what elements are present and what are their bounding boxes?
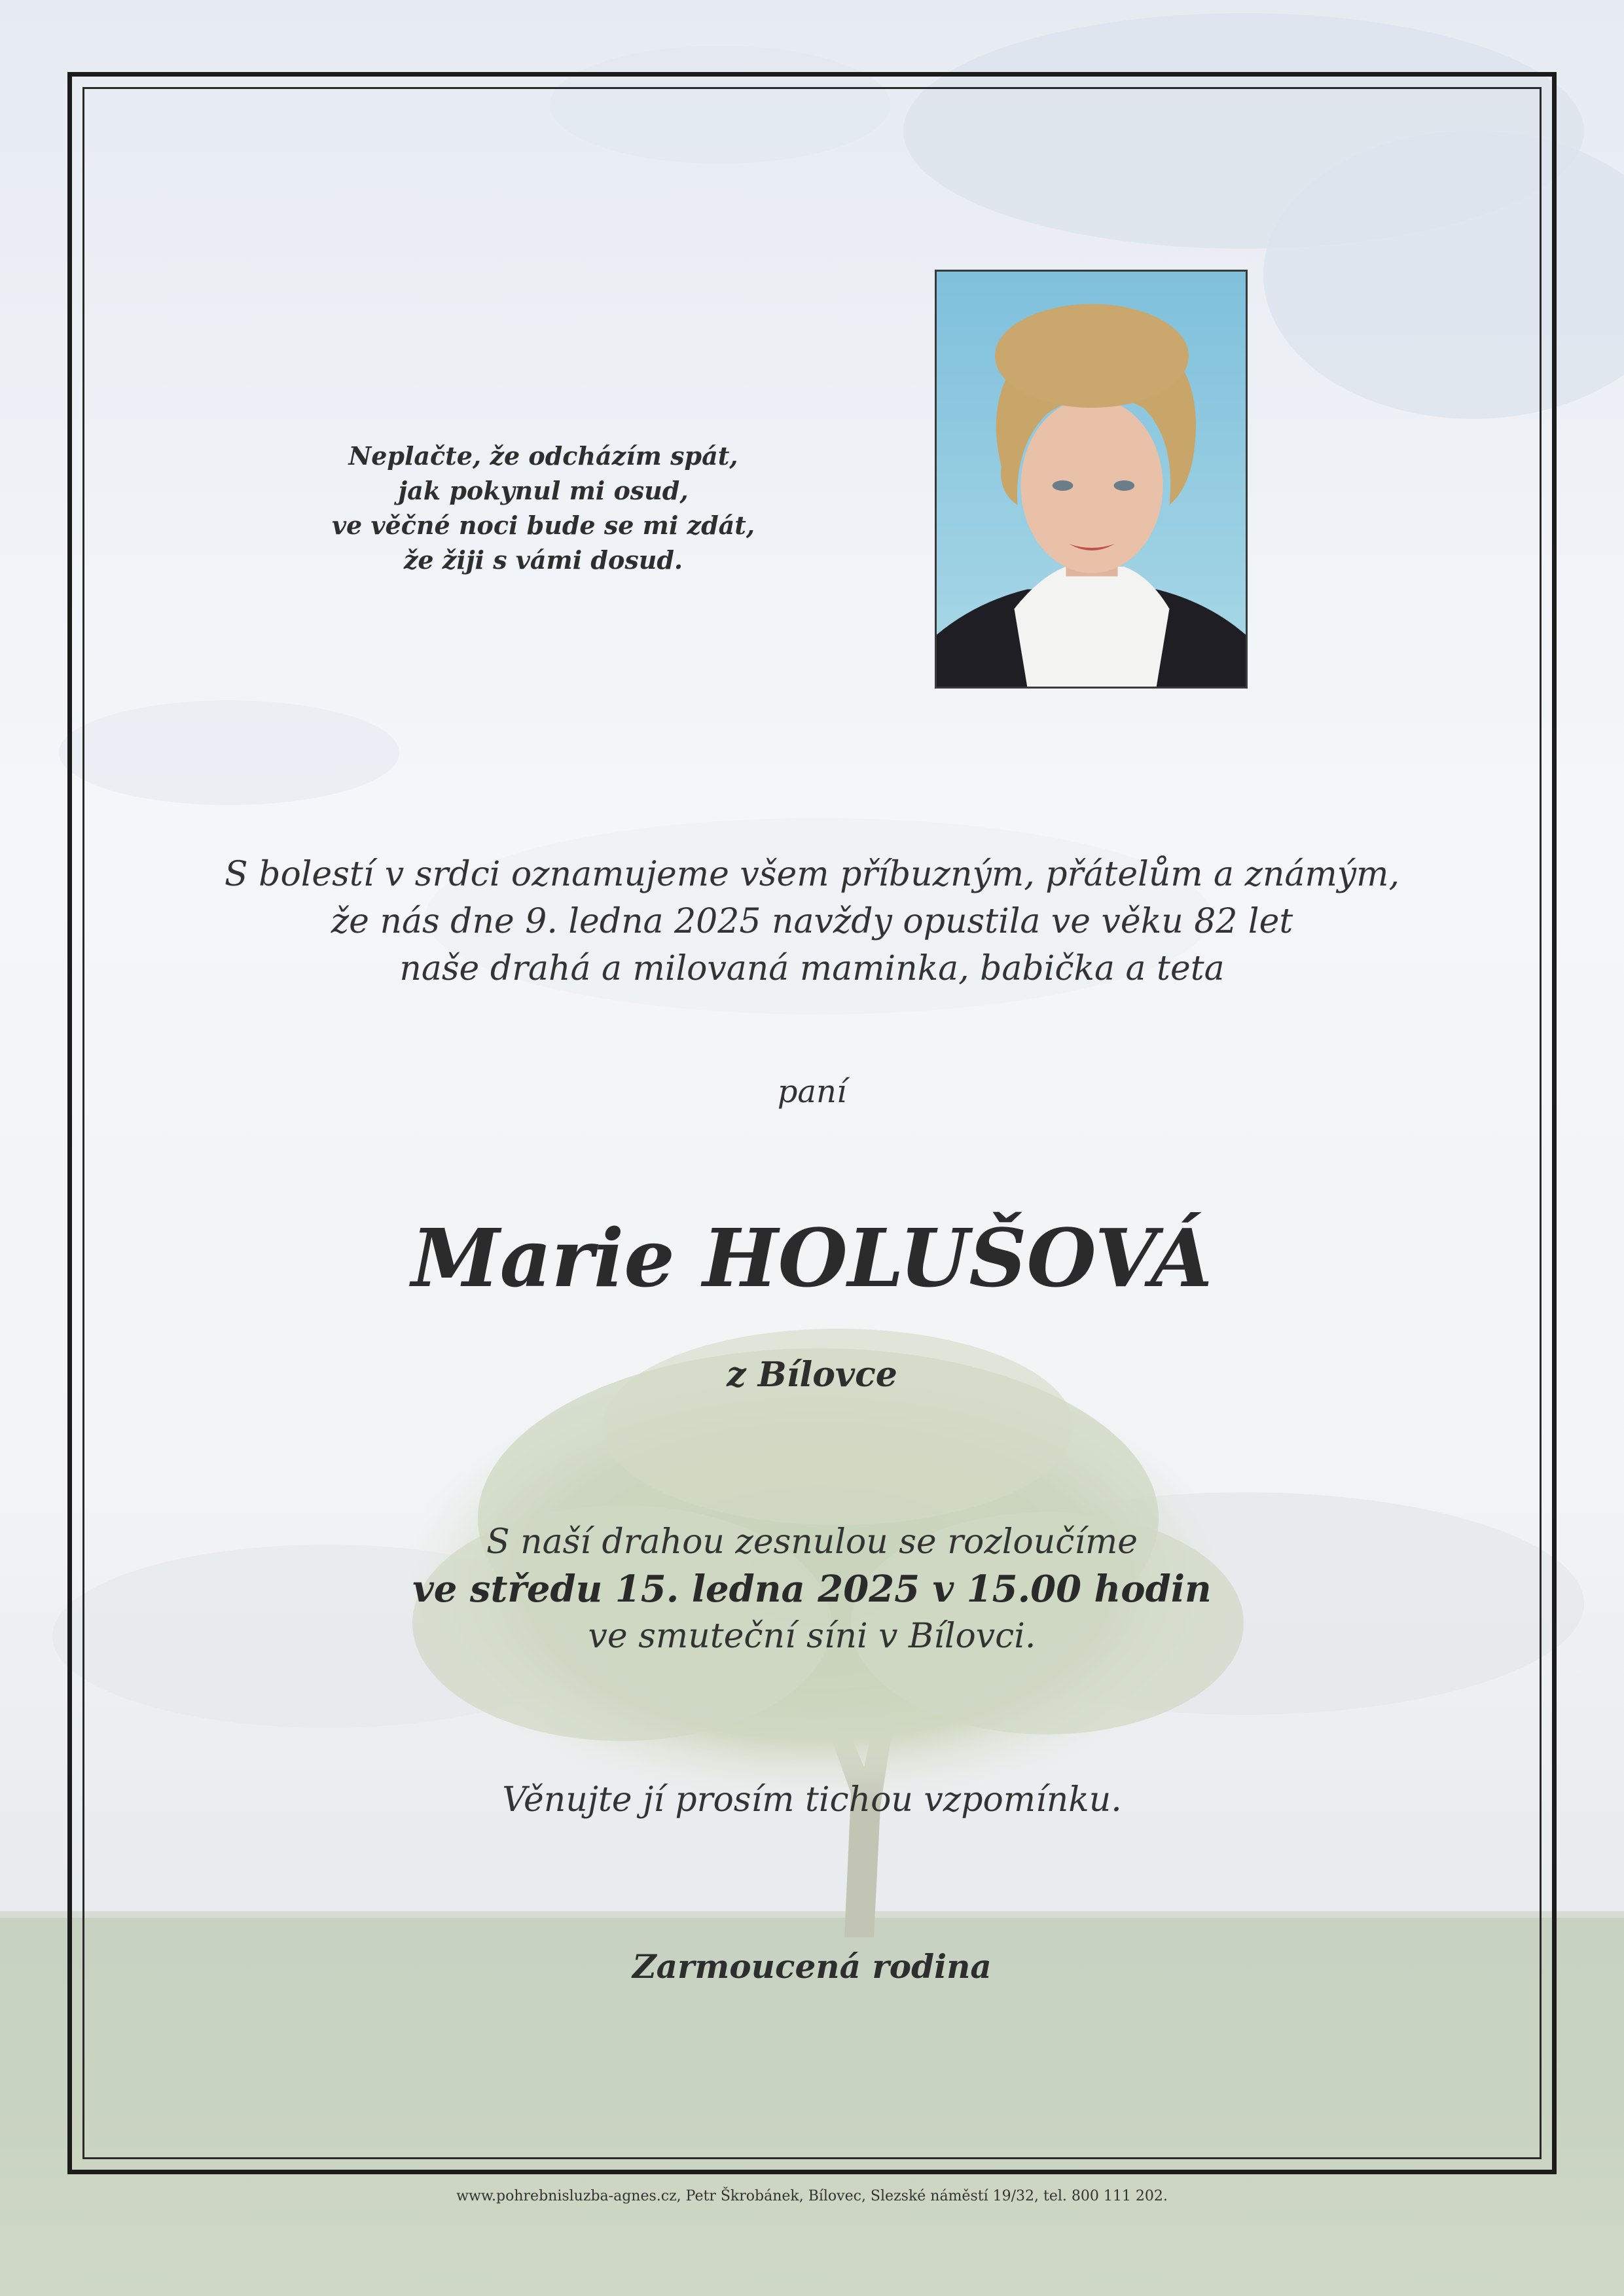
remembrance: Věnujte jí prosím tichou vzpomínku. bbox=[502, 1780, 1122, 1820]
inner-border bbox=[82, 87, 1542, 2159]
poem-line: ve věčné noci bude se mi zdát, bbox=[331, 511, 755, 540]
announcement-line: S bolestí v srdci oznamujeme všem příbuzným, přátelům a známým, bbox=[225, 855, 1399, 894]
poem-line: jak pokynul mi osud, bbox=[398, 476, 689, 505]
farewell-line: S naší drahou zesnulou se rozloučíme bbox=[486, 1522, 1138, 1562]
deceased-name: Marie HOLUŠOVÁ bbox=[411, 1211, 1213, 1305]
poem-line: Neplačte, že odcházím spát, bbox=[348, 441, 738, 471]
announcement-line: naše drahá a milovaná maminka, babička a teta bbox=[399, 949, 1225, 988]
signature: Zarmoucená rodina bbox=[632, 1947, 992, 1986]
announcement-line: že nás dne 9. ledna 2025 navždy opustila ve věku 82 let bbox=[331, 902, 1293, 941]
farewell-date: ve středu 15. ledna 2025 v 15.00 hodin bbox=[412, 1568, 1212, 1611]
portrait-photo bbox=[935, 270, 1248, 689]
farewell-details bbox=[157, 1518, 1467, 1660]
poem bbox=[275, 439, 812, 577]
footer: www.pohrebnisluzba-agnes.cz, Petr Škrobánek, Bílovec, Slezské náměstí 19/32, tel. 800 111 202. bbox=[456, 2188, 1168, 2204]
announcement bbox=[157, 851, 1467, 992]
poem-line: že žiji s vámi dosud. bbox=[403, 545, 683, 575]
farewell-place: ve smuteční síni v Bílovci. bbox=[588, 1617, 1036, 1656]
title-prefix: paní bbox=[777, 1073, 847, 1110]
origin: z Bílovce bbox=[727, 1355, 897, 1395]
